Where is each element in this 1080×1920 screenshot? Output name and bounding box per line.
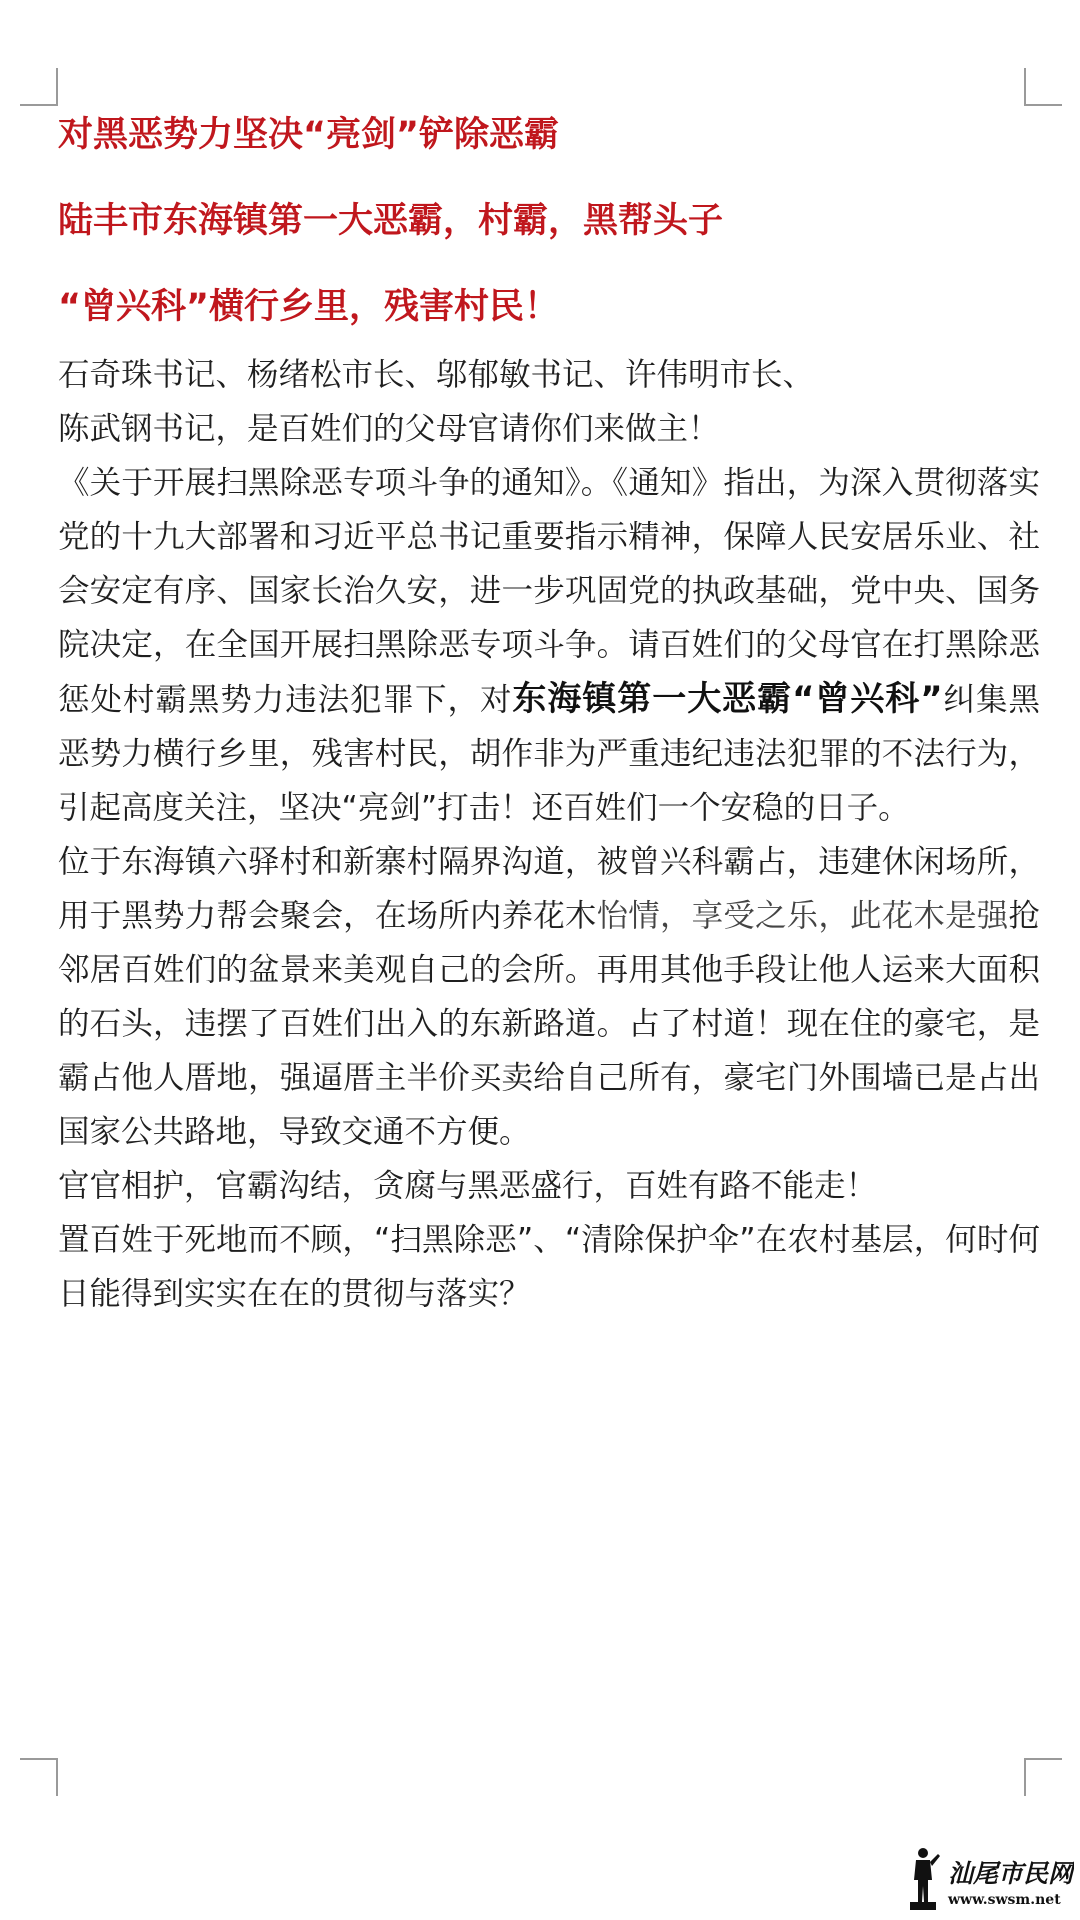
headline-2: 陆丰市东海镇第一大恶霸，村霸，黑帮头子 <box>58 201 724 241</box>
headline-1: 对黑恶势力坚决“亮剑”铲除恶霸 <box>58 115 560 155</box>
paragraph-occupation-text-a: 位于东海镇六驿村和新寨村隔界沟道，被曾兴科霸占，违建休闲场所，用于黑势力帮会聚会，在场所内养花木 <box>58 844 1040 934</box>
paragraph-notice <box>58 456 1040 835</box>
paragraph-notice-text-a: 《关于开展扫黑除恶专项斗争的通知》。《通知》指出，为深入贯彻落实党的十九大部署和习近平总书记重要指示精神，保障人民安居乐业、社会安定有序、国家长治久安，进一步巩固党的执政基础，党中央、国务院决定，在全国开展扫黑除恶专项斗争。请百姓们的父母官在打黑除恶惩处村霸黑势力违法犯罪下，对 <box>58 465 1040 718</box>
crop-mark-top-left <box>20 68 58 106</box>
watermark-lettering <box>946 1846 1074 1910</box>
paragraph-appeal: 陈武钢书记，是百姓们的父母官请你们来做主！ <box>58 411 720 447</box>
headline-3: “曾兴科”横行乡里，残害村民！ <box>58 287 560 327</box>
statue-figure-icon <box>904 1846 942 1910</box>
crop-mark-top-right <box>1024 68 1062 106</box>
paragraph-collusion: 官官相护，官霸沟结，贪腐与黑恶盛行，百姓有路不能走！ <box>58 1168 878 1204</box>
document-body <box>58 112 1040 1321</box>
paragraph-addressees: 石奇珠书记、杨绪松市长、邬郁敏书记、许伟明市长、 <box>58 357 815 393</box>
site-watermark <box>904 1846 1074 1910</box>
crop-mark-bottom-left <box>20 1758 58 1796</box>
paragraph-notice-text-b: 纠集黑恶势力横行乡里，残害村民，胡作非为严重违纪违法犯罪的不法行为，引起高度关注，坚决“亮剑”打击！还百姓们一个安稳的日子。 <box>58 682 1040 826</box>
paragraph-occupation <box>58 835 1040 1159</box>
crop-mark-bottom-right <box>1024 1758 1062 1796</box>
paragraph-occupation-soft: 怡情，享受之乐，此花木是强 <box>596 898 1009 934</box>
watermark-site-name: 汕尾市民网 <box>948 1859 1074 1888</box>
paragraph-occupation-text-b: 抢邻居百姓们的盆景来美观自己的会所。再用其他手段让他人运来大面积的石头，违摆了百姓们出入的东新路道。占了村道！现在住的豪宅，是霸占他人厝地，强逼厝主半价买卖给自己所有，豪宅门外围墙已是占出国家公共路地，导致交通不方便。 <box>58 898 1040 1150</box>
watermark-url: www.swsm.net <box>948 1892 1061 1908</box>
paragraph-notice-emphasis: 东海镇第一大恶霸“曾兴科” <box>512 679 943 719</box>
paragraph-question: 置百姓于死地而不顾，“扫黑除恶”、“清除保护伞”在农村基层，何时何日能得到实实在在的贯彻与落实？ <box>58 1222 1040 1312</box>
